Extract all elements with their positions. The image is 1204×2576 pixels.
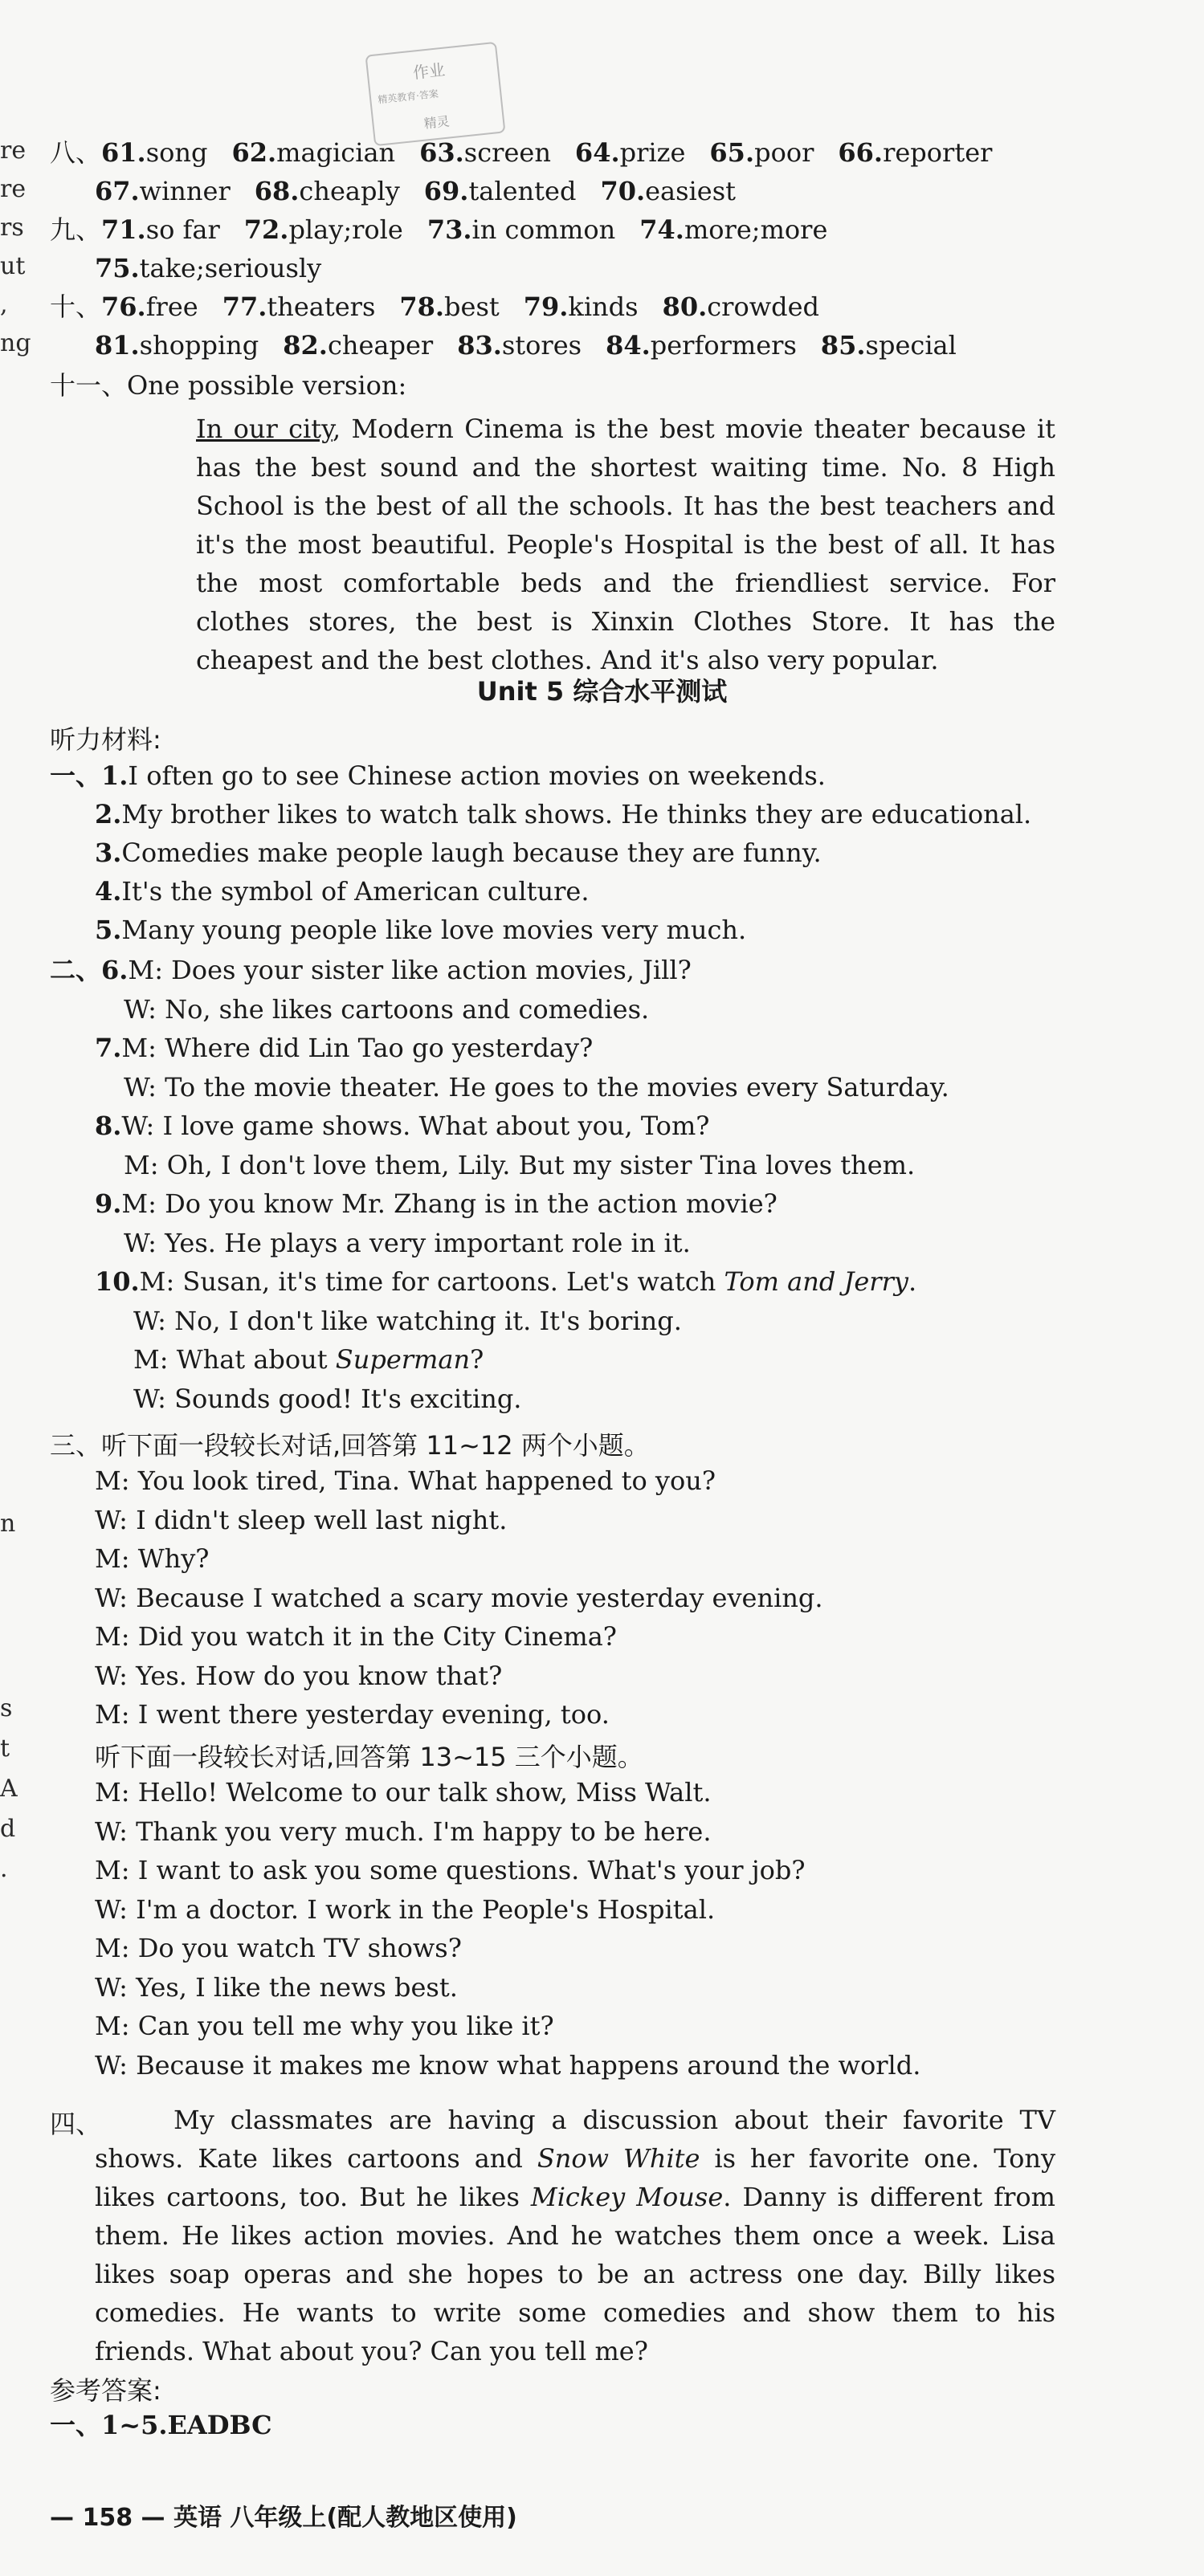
section-4-label: 四、 [50,2109,102,2139]
reference-header: 参考答案: [50,2375,161,2406]
answer-item: 72.play;role [243,214,403,245]
answer-item: 68.cheaply [254,176,400,206]
edge-fragment: d [0,1815,16,1843]
answers-row-9b [95,252,345,284]
dialogue-line: M: Hello! Welcome to our talk show, Miss Walt. [95,1777,712,1808]
answer-item: 79.kinds [523,291,639,322]
dialogue-line: 9.M: Do you know Mr. Zhang is in the action movie? [95,1188,777,1219]
answers-row-8: 八、61.song 62.magician 63.screen 64.prize 65.poor 66.reporter [50,137,993,168]
edge-fragment: s [0,1694,13,1722]
answer-item: 66.reporter [838,137,993,168]
dialogue-line: 二、6.M: Does your sister like action movies, Jill? [50,955,692,985]
listening-header: 听力材料: [50,724,161,755]
essay-underlined: In our city [196,414,333,444]
answer-item: 63.screen [419,137,551,168]
dialogue-line: M: Can you tell me why you like it? [95,2011,554,2041]
dialogue-line: W: Because it makes me know what happens around the world. [95,2049,921,2081]
edge-fragment: ut [0,252,26,280]
dialogue-line: 7.M: Where did Lin Tao go yesterday? [95,1033,594,1063]
edge-fragment: ng [0,329,31,357]
page-footer: — 158 — 英语 八年级上(配人教地区使用) [50,2504,517,2532]
answer-item: 71.so far [101,214,220,245]
dialogue-line: 2.My brother likes to watch talk shows. He thinks they are educational. [95,799,1032,829]
answer-item: 65.poor [709,137,814,168]
dialogue-line: M: Oh, I don't love them, Lily. But my sister Tina loves them. [124,1149,916,1180]
dialogue-line: M: I want to ask you some questions. What's your job? [95,1855,806,1885]
answer-item: 84.performers [606,330,797,361]
dialogue-line: W: To the movie theater. He goes to the movies every Saturday. [124,1071,949,1103]
dialogue-line: M: What about Superman? [133,1344,484,1375]
edge-fragment: rs [0,214,24,242]
dialogue-line: W: Yes. How do you know that? [95,1660,503,1691]
dialogue-line: 4.It's the symbol of American culture. [95,876,590,907]
answer-item: 85.special [820,330,957,361]
answers-row-10: 十、76.free 77.theaters 78.best 79.kinds 80.crowded [50,291,820,322]
section-11-label: 十一、One possible version: [50,370,407,401]
answer-item: 69.talented [423,176,577,206]
reference-line: 一、1~5.EADBC [50,2410,272,2440]
edge-fragment: A [0,1775,18,1803]
dialogue-line: M: Do you watch TV shows? [95,1933,462,1963]
dialogue-line: W: I didn't sleep well last night. [95,1504,508,1535]
section-4-paragraph: My classmates are having a discussion about their favorite TV shows. Kate likes cartoons and Snow White is her favorite one. Tony likes cartoons, too. But he likes Mickey Mouse. Danny is different from them. He likes action movies. And he watches them once a week. Lisa likes soap operas and she hopes to be an actress one day. Billy likes comedies. He wants to write some comedies and show them to his friends. What about you? Can you tell me? [95,2105,1056,2366]
answer-item: 74.more;more [639,214,828,245]
answer-item: 83.stores [457,330,582,361]
dialogue-line: M: Did you watch it in the City Cinema? [95,1621,617,1652]
section-3-header: 三、听下面一段较长对话,回答第 11~12 两个小题。 [50,1430,650,1461]
dialogue-line: 5.Many young people like love movies very much. [95,915,747,945]
dialogue-line: W: Yes. He plays a very important role in it. [124,1227,691,1258]
dialogue-line: M: Why? [95,1543,210,1574]
answer-item: 67.winner [95,176,231,206]
answer-item: 76.free [101,291,198,322]
essay-rest: , Modern Cinema is the best movie theater because it has the best sound and the shortest waiting time. No. 8 High School is the best of all the schools. It has the best teachers and it's the most beautiful. People's Hospital is the best of all. It has the most comfortable beds and the friendliest service. For clothes stores, the best is Xinxin Clothes Store. It has the cheapest and the best clothes. And it's also very popular. [196,414,1056,675]
section-3b-header: 听下面一段较长对话,回答第 13~15 三个小题。 [95,1742,643,1772]
edge-fragment: , [0,291,8,319]
watermark-stamp: 作业 精英教育·答案 精灵 [365,42,505,147]
edge-fragment: n [0,1510,16,1538]
dialogue-line: 一、1.I often go to see Chinese action movies on weekends. [50,760,826,791]
dialogue-line: M: I went there yesterday evening, too. [95,1699,610,1730]
edge-fragment: re [0,137,27,165]
answer-item: 64.prize [574,137,686,168]
answer-item: 80.crowded [662,291,820,322]
dialogue-line: W: Thank you very much. I'm happy to be here. [95,1816,712,1847]
answers-row-9: 九、71.so far 72.play;role 73.in common 74.more;more [50,214,828,245]
answer-item: 82.cheaper [283,330,434,361]
edge-fragment: . [0,1855,8,1883]
answer-item: 81.shopping [95,330,259,361]
unit-title: Unit 5 综合水平测试 [476,676,728,707]
answer-item: 78.best [399,291,500,322]
edge-fragment: t [0,1734,10,1763]
dialogue-line: W: I'm a doctor. I work in the People's Hospital. [95,1893,716,1925]
dialogue-line: W: Sounds good! It's exciting. [133,1383,522,1414]
answer-item: 75.take;seriously [95,253,322,283]
dialogue-line: 8.W: I love game shows. What about you, Tom? [95,1111,710,1141]
answer-item: 70.easiest [600,176,736,206]
essay-paragraph [196,410,1055,679]
dialogue-line: W: No, I don't like watching it. It's boring. [133,1305,682,1336]
answers-row-10b [95,329,981,361]
dialogue-line: W: No, she likes cartoons and comedies. [124,993,650,1025]
dialogue-line: 10.M: Susan, it's time for cartoons. Let's watch Tom and Jerry. [95,1266,917,1297]
answer-item: 61.song [101,137,208,168]
dialogue-line: W: Yes, I like the news best. [95,1971,458,2003]
dialogue-line: M: You look tired, Tina. What happened to you? [95,1465,716,1496]
edge-fragment: re [0,175,27,203]
answer-item: 62.magician [231,137,396,168]
dialogue-line: W: Because I watched a scary movie yesterday evening. [95,1582,823,1613]
answer-item: 77.theaters [222,291,376,322]
answers-row-8b [95,175,760,207]
answer-item: 73.in common [427,214,616,245]
dialogue-line: 3.Comedies make people laugh because they are funny. [95,838,822,868]
